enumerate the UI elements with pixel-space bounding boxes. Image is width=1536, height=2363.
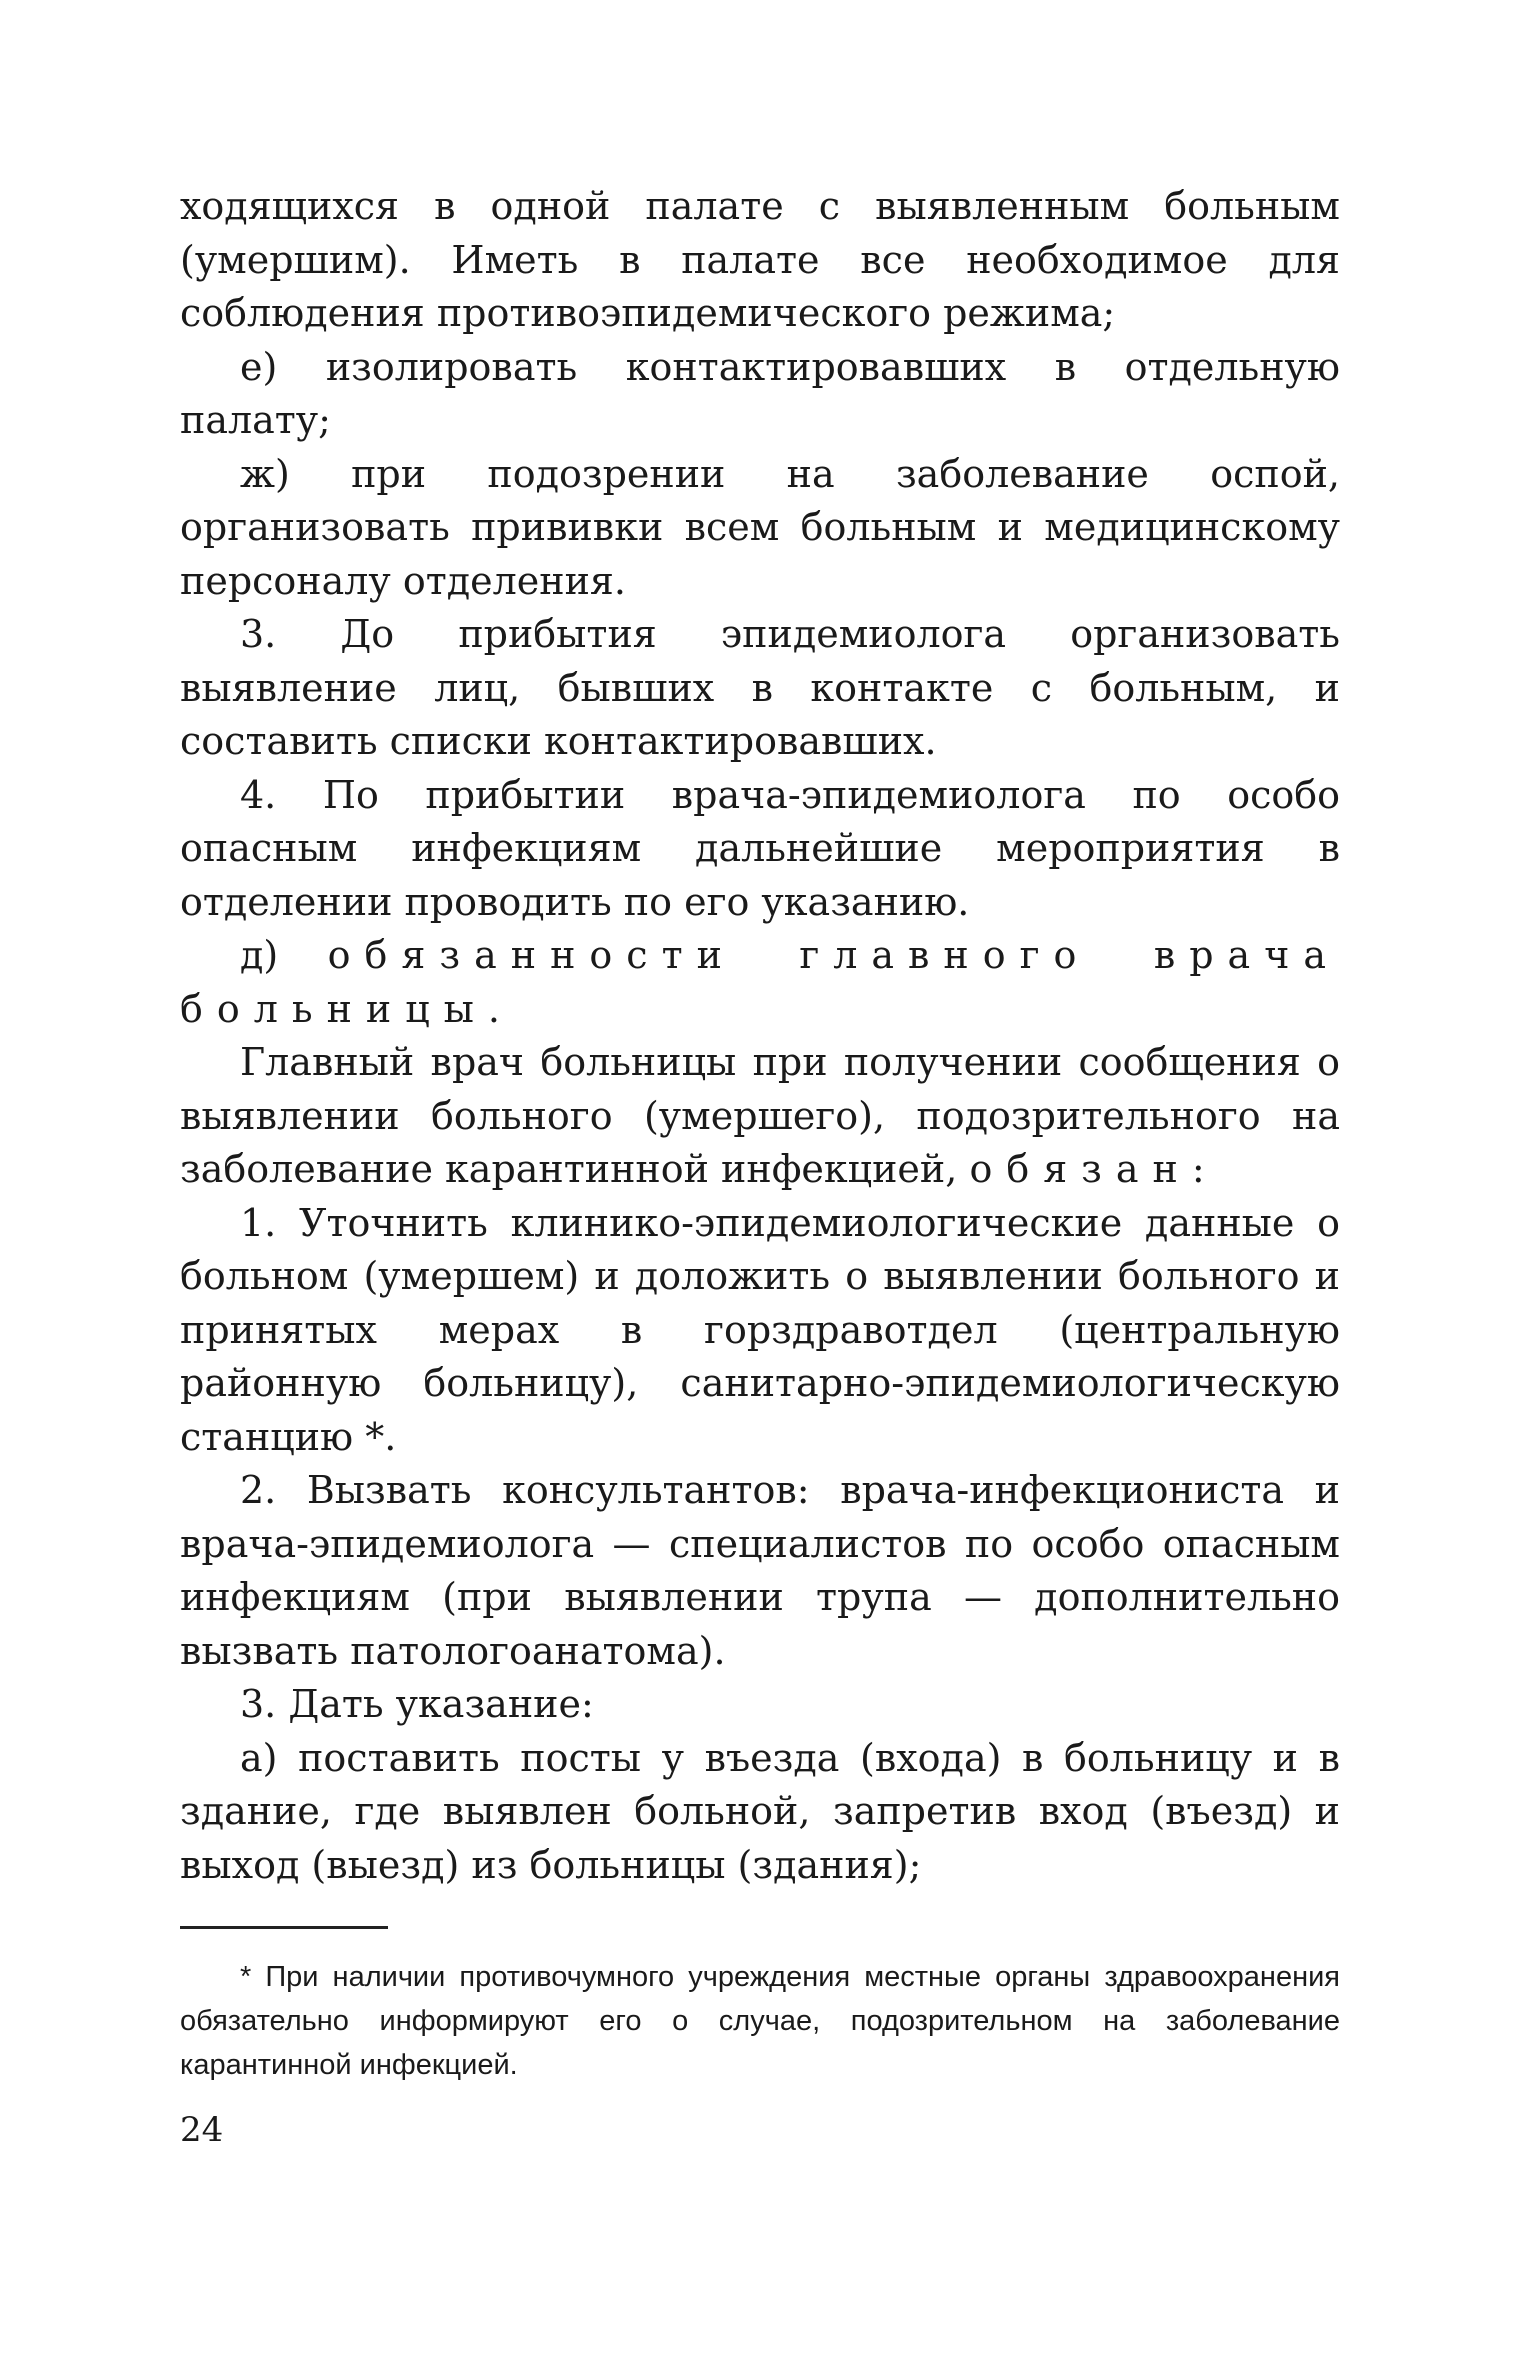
paragraph-item-4: 4. По прибытии врача-эпидемиолога по особо опасным инфекциям дальнейшие мероприятия в отделении проводить по его указанию. (180, 772, 1340, 924)
section-heading (180, 929, 1340, 1036)
section-heading-letter: д) (240, 933, 279, 977)
list-item-3: 3. Дать указание: (240, 1682, 594, 1726)
page-number: 24 (180, 2110, 224, 2150)
footnote: * При наличии противочумного учреждения местные органы здравоохранения обязательно информируют его о случае, подозрительном на заболевание карантинной инфекцией. (180, 1961, 1340, 2081)
intro-emphasis: обязан: (969, 1147, 1219, 1191)
paragraph-continuation: ходящихся в одной палате с выявленным больным (умершим). Иметь в палате все необходимое для соблюдения противоэпидемического режима; (180, 184, 1340, 335)
intro-text: Главный врач больницы при получении сообщения о выявлении больного (умершего), подозрительного на заболевание карантинной инфекцией, (180, 1040, 1340, 1191)
paragraph-item-e: е) изолировать контактировавших в отдельную палату; (180, 344, 1340, 442)
intro-paragraph (180, 1036, 1340, 1197)
paragraph-item-3: 3. До прибытия эпидемиолога организовать выявление лиц, бывших в контакте с больным, и составить списки контактировавших. (180, 612, 1340, 763)
list-item-2: 2. Вызвать консультантов: врача-инфекциониста и врача-эпидемиолога — специалистов по особо опасным инфекциям (при выявлении трупа — дополнительно вызвать патологоанатома). (180, 1468, 1340, 1673)
list-item-1: 1. Уточнить клинико-эпидемиологические данные о больном (умершем) и доложить о выявлении больного и принятых мерах в горздравотдел (центральную районную больницу), санитарно-эпидемиологическую станцию *. (180, 1200, 1340, 1459)
list-item-3a: а) поставить посты у въезда (входа) в больницу и в здание, где выявлен больной, запретив вход (въезд) и выход (выезд) из больницы (здания); (180, 1735, 1340, 1887)
section-heading-title: обязанности главного врача больницы. (180, 933, 1340, 1031)
page-body (180, 180, 1340, 1892)
footnote-divider (180, 1926, 388, 1929)
paragraph-item-zh: ж) при подозрении на заболевание оспой, организовать прививки всем больным и медицинскому персоналу отделения. (180, 451, 1340, 603)
